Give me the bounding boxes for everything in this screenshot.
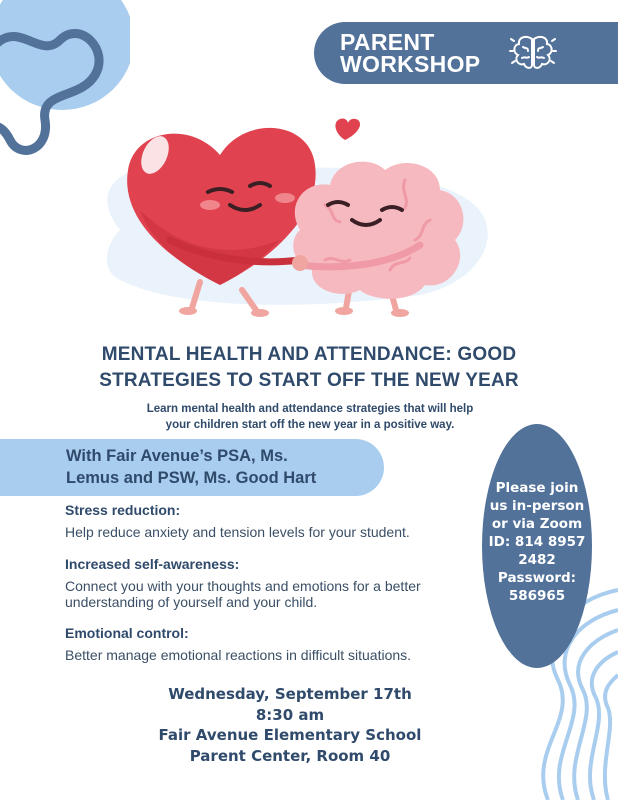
- badge-label: [340, 31, 490, 75]
- benefit-body-emotional-control: Better manage emotional reactions in difficult situations.: [65, 647, 412, 663]
- join-line-1: Please join: [495, 480, 579, 496]
- title-line-1: MENTAL HEALTH AND ATTENDANCE: GOOD: [101, 344, 517, 365]
- title-line-2: STRATEGIES TO START OFF THE NEW YEAR: [99, 370, 519, 391]
- presenters-line-2: Lemus and PSW, Ms. Good Hart: [66, 469, 317, 487]
- workshop-title: [20, 342, 598, 394]
- benefit-body-line-1: Connect you with your thoughts and emotions for a better: [65, 578, 421, 594]
- event-room: Parent Center, Room 40: [189, 746, 391, 765]
- benefit-body-line-2: understanding of yourself and your child.: [65, 594, 318, 610]
- zoom-password-label: Password:: [497, 570, 577, 586]
- event-school: Fair Avenue Elementary School: [158, 726, 422, 744]
- event-details: [100, 684, 480, 766]
- badge-line-2: WORKSHOP: [340, 51, 481, 77]
- benefit-heading-stress: Stress reduction:: [65, 502, 181, 518]
- zoom-id-label: ID: 814 8957: [488, 534, 586, 550]
- brain-icon: [508, 31, 558, 75]
- zoom-password-value: 586965: [508, 588, 566, 604]
- event-time: 8:30 am: [255, 705, 325, 724]
- join-line-3: or via Zoom: [491, 516, 583, 532]
- join-info-oval: [482, 424, 592, 668]
- benefit-heading-emotional-control: Emotional control:: [65, 625, 189, 641]
- workshop-subtitle: [100, 401, 520, 433]
- benefit-heading-self-awareness: Increased self-awareness:: [65, 556, 240, 572]
- benefit-body-stress: Help reduce anxiety and tension levels for your student.: [65, 524, 410, 540]
- zoom-id-value: 2482: [518, 552, 556, 568]
- join-info-text: [485, 479, 589, 605]
- benefit-body-self-awareness: [65, 578, 485, 610]
- subtitle-line-1: Learn mental health and attendance strategies that will help: [146, 403, 474, 415]
- parent-workshop-badge: [314, 22, 618, 84]
- presenters-banner: [0, 439, 384, 496]
- badge-line-1: PARENT: [340, 29, 435, 55]
- presenters-line-1: With Fair Avenue’s PSA, Ms.: [66, 447, 288, 465]
- subtitle-line-2: your children start off the new year in a positive way.: [165, 419, 455, 431]
- presenters-text: [66, 445, 366, 489]
- join-line-2: us in-person: [489, 498, 585, 514]
- event-date: Wednesday, September 17th: [168, 685, 412, 703]
- heart-and-brain-illustration: [60, 110, 530, 335]
